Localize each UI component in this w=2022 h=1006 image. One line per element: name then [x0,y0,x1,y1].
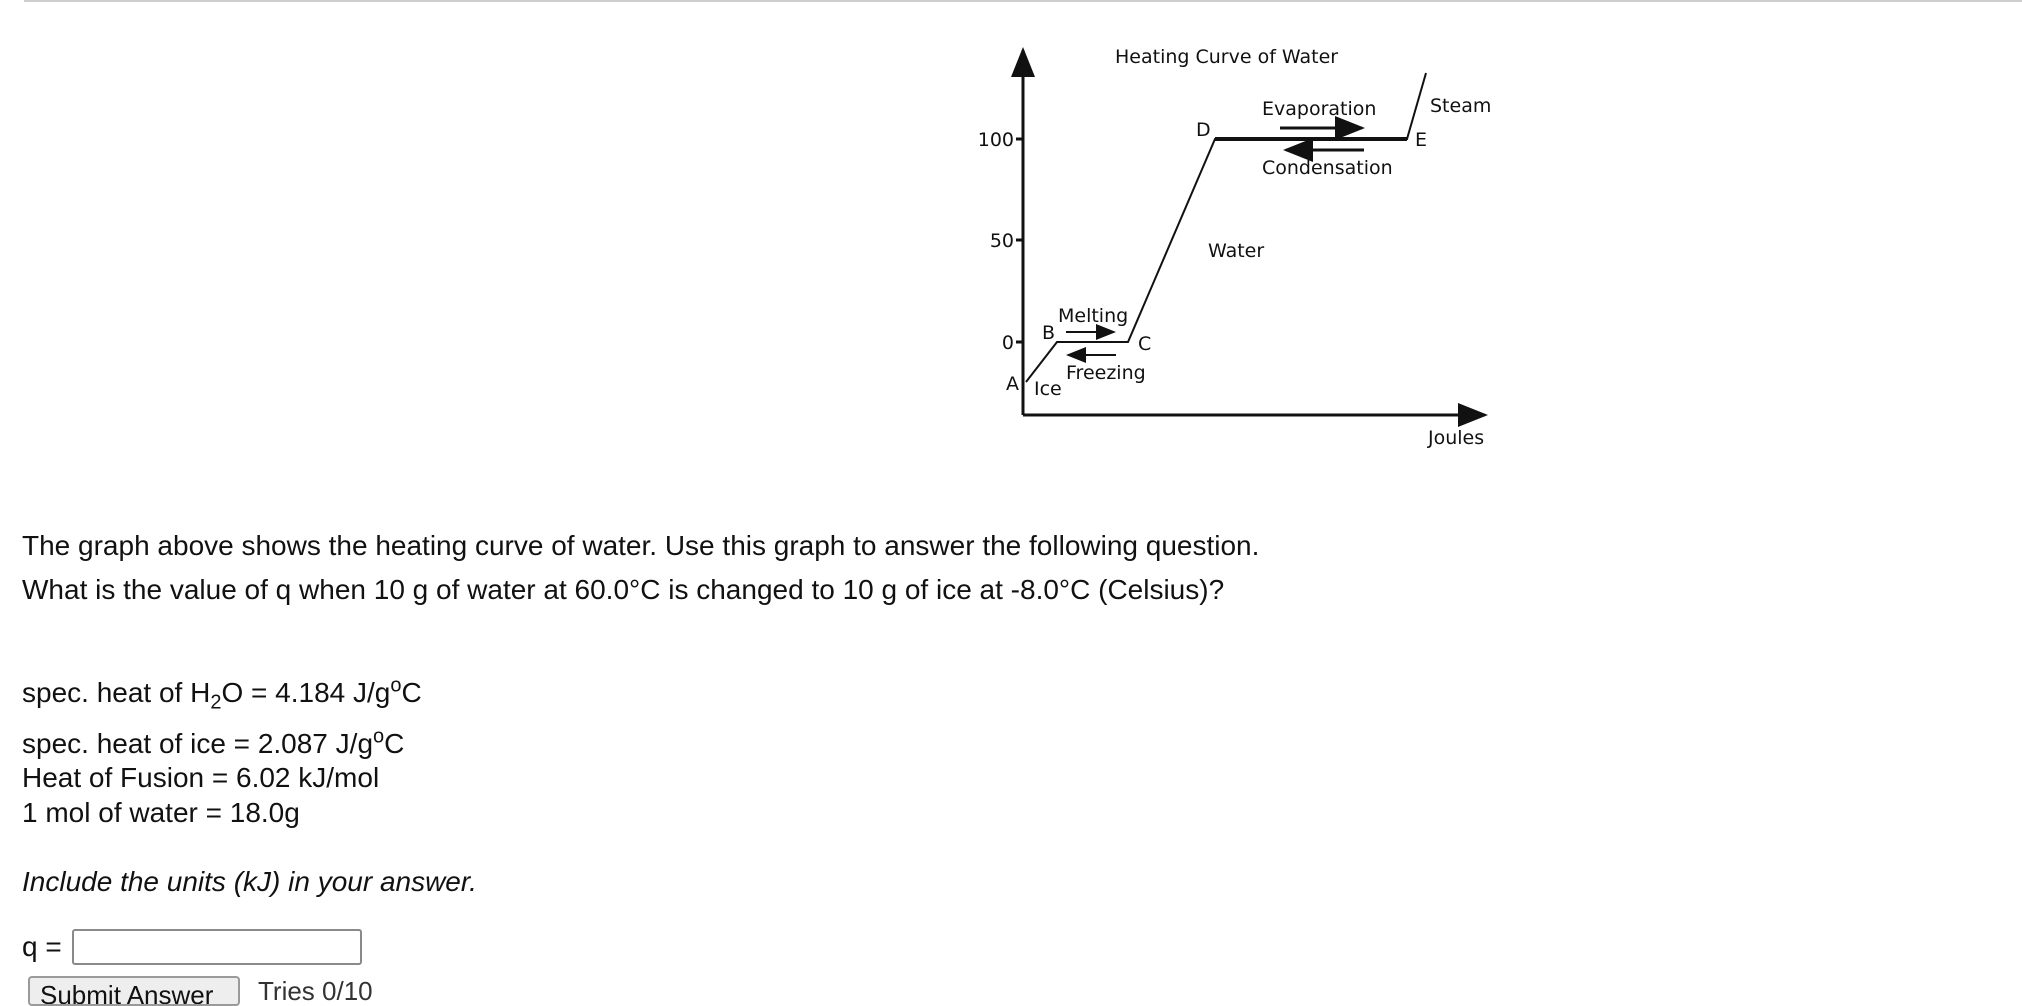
constant-2-degree: o [373,725,385,748]
water-label: Water [1208,240,1265,262]
y-tick-label-100: 100 [977,129,1014,151]
submit-row [28,976,373,1006]
point-e-label: E [1415,129,1428,151]
condensation-label: Condensation [1262,157,1393,179]
question-text: What is the value of q when 10 g of water at 60.0°C is changed to 10 g of ice at -8.0°C (Celsius)? [22,574,1225,605]
constant-1-subscript: 2 [210,691,222,714]
heating-curve-graph [960,40,1500,460]
constant-2-unit: C [384,728,405,759]
point-a-label: A [1006,373,1019,395]
ice-label: Ice [1034,378,1062,400]
freezing-label: Freezing [1066,362,1146,384]
tries-counter: Tries 0/10 [258,976,373,1006]
answer-row [22,926,362,968]
point-b-label: B [1042,322,1056,344]
constant-molar-mass: 1 mol of water = 18.0g [22,797,300,828]
point-d-label: D [1196,119,1211,141]
melting-label: Melting [1058,305,1129,327]
graph-title: Heating Curve of Water [1115,46,1339,68]
heating-curve-svg [960,40,1500,460]
constant-1-prefix: spec. heat of H [22,677,211,708]
question-intro: The graph above shows the heating curve of water. Use this graph to answer the following question. [22,530,1260,561]
submit-answer-button[interactable]: Submit Answer [28,976,240,1006]
constant-spec-heat-water [22,674,422,712]
constant-1-value: O = 4.184 J/g [221,677,391,708]
units-instruction: Include the units (kJ) in your answer. [22,866,477,897]
answer-input[interactable] [72,929,362,965]
steam-label: Steam [1430,95,1492,117]
constant-2-value: spec. heat of ice = 2.087 J/g [22,728,374,759]
point-c-label: C [1138,333,1152,355]
answer-label: q = [22,931,62,962]
constant-1-unit: C [401,677,422,708]
y-tick-label-0: 0 [1001,332,1014,354]
y-tick-label-50: 50 [989,230,1014,252]
constant-heat-of-fusion: Heat of Fusion = 6.02 kJ/mol [22,762,380,793]
evaporation-label: Evaporation [1262,98,1377,120]
top-divider [24,0,2022,2]
constant-spec-heat-ice [22,725,404,763]
x-axis-label: Joules [1428,427,1485,449]
constant-1-degree: o [390,674,402,697]
